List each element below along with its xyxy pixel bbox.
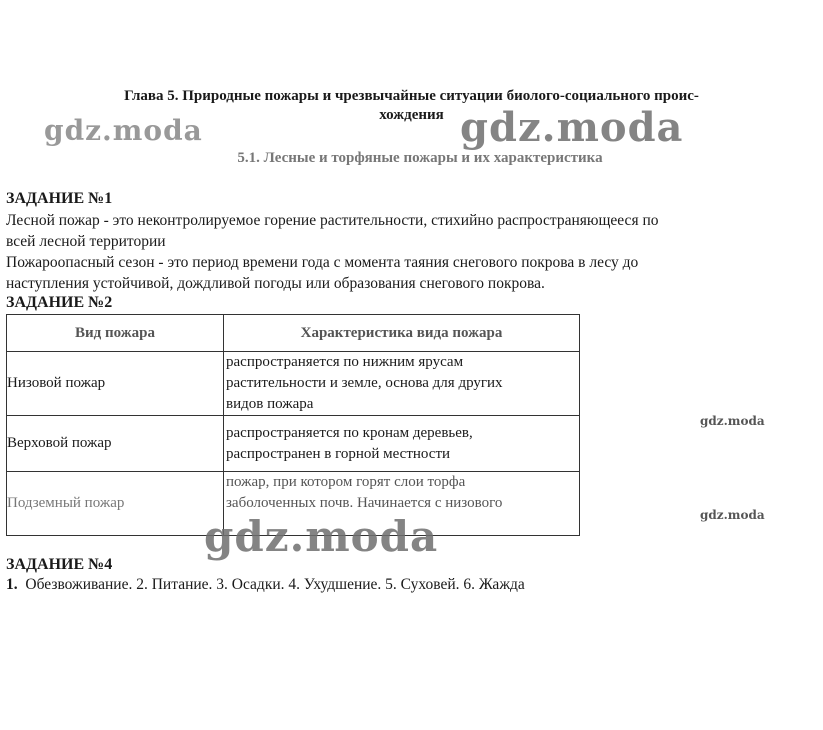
- fire-type-desc: [224, 352, 580, 416]
- task1-definitions: [6, 210, 778, 294]
- watermark-logo: gdz.moda: [204, 512, 439, 561]
- desc-line: распространяется по нижним ярусам: [226, 354, 464, 370]
- desc-line: видов пожара: [226, 396, 314, 412]
- forest-fire-def-line2: всей лесной территории: [6, 233, 166, 250]
- table-row: [7, 352, 580, 416]
- header-fire-characteristic: Характеристика вида пожара: [224, 315, 580, 352]
- watermark-small: gdz.moda: [700, 508, 765, 522]
- fire-type-name: Низовой пожар: [7, 352, 224, 416]
- chapter-title-line2: хождения: [379, 107, 444, 123]
- desc-line: пожар, при котором горят слои торфа: [226, 474, 466, 490]
- answer-text: Обезвоживание. 2. Питание. 3. Осадки. 4. Ухудшение. 5. Суховей. 6. Жажда: [25, 576, 525, 593]
- desc-line: распространяется по кронам деревьев,: [226, 424, 473, 441]
- fire-type-desc: [224, 416, 580, 472]
- fire-season-def-line1: Пожароопасный сезон - это период времени года с момента таяния снегового покрова в лесу до: [6, 254, 639, 271]
- forest-fire-def-line1: Лесной пожар - это неконтролируемое горение растительности, стихийно распространяющееся по: [6, 212, 659, 229]
- fire-type-name: Подземный пожар: [7, 472, 224, 536]
- task4-answer: [6, 576, 525, 594]
- desc-line: распространен в горной местности: [226, 445, 451, 462]
- answer-number: 1.: [6, 576, 18, 593]
- task2-title: ЗАДАНИЕ №2: [6, 294, 113, 311]
- fire-types-table: [6, 314, 580, 536]
- watermark-logo: gdz.moda: [44, 114, 203, 147]
- chapter-title-line1: Глава 5. Природные пожары и чрезвычайные ситуации биолого-социального проис-: [124, 88, 699, 104]
- fire-type-name: Верховой пожар: [7, 416, 224, 472]
- watermark-logo: gdz.moda: [460, 104, 684, 151]
- desc-line: растительности и земле, основа для других: [226, 375, 503, 391]
- table-row: [7, 416, 580, 472]
- table-header-row: [7, 315, 580, 352]
- header-fire-type: Вид пожара: [7, 315, 224, 352]
- task1-title: ЗАДАНИЕ №1: [6, 190, 113, 207]
- task4-title: ЗАДАНИЕ №4: [6, 556, 113, 573]
- desc-line: заболоченных почв. Начинается с низового: [226, 495, 503, 511]
- watermark-small: gdz.moda: [700, 414, 765, 428]
- fire-season-def-line2: наступления устойчивой, дождливой погоды или образования снегового покрова.: [6, 275, 545, 292]
- section-title: 5.1. Лесные и торфяные пожары и их характеристика: [237, 150, 603, 166]
